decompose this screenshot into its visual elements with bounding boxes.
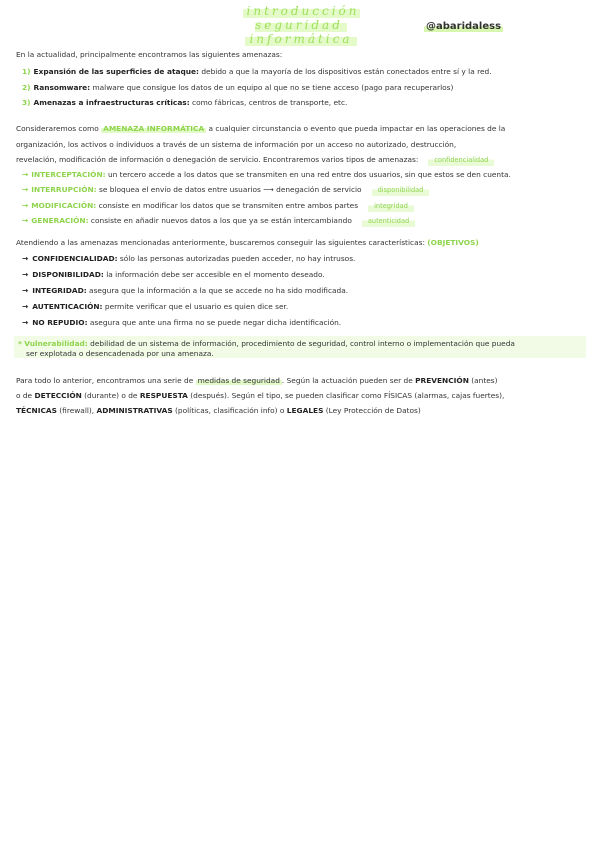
measures-line-3: TÉCNICAS (firewall), ADMINISTRATIVAS (políticas, clasificación info) o LEGALES (Ley Protección de Datos) — [16, 406, 421, 415]
title-line-1: introducción seguridad — [196, 4, 406, 32]
threats-line-1: Consideraremos como AMENAZA INFORMÁTICA a cualquier circunstancia o evento que pueda impactar en las operaciones de la — [16, 124, 506, 133]
threat-tag: disponibilidad — [372, 185, 430, 196]
objective-row: → AUTENTICACIÓN: permite verificar que el usuario es quien dice ser. — [22, 302, 289, 311]
list-item: 2) Ransomware: malware que consigue los datos de un equipo al que no se tiene acceso (pago para recuperarlos) — [22, 83, 454, 92]
threat-tag: autenticidad — [362, 216, 415, 227]
title-line-2: informática — [196, 32, 406, 46]
list-item: 3) Amenazas a infraestructuras críticas: como fábricas, centros de transporte, etc. — [22, 98, 348, 107]
threats-line-2: organización, los activos o individuos a través de un sistema de información por un acceso no autorizado, destrucción, — [16, 140, 457, 149]
intro-text: En la actualidad, principalmente encontramos las siguientes amenazas: — [16, 50, 283, 59]
threat-tag: confidencialidad — [428, 155, 494, 166]
measures-line-1: Para todo lo anterior, encontramos una serie de medidas de seguridad . Según la actuación pueden ser de PREVENCIÓN (antes) — [16, 376, 498, 385]
objectives-intro: Atendiendo a las amenazas mencionadas anteriormente, buscaremos conseguir las siguientes características: (OBJETIVOS) — [16, 238, 479, 247]
threat-tag: integridad — [368, 201, 414, 212]
measures-line-2: o de DETECCIÓN (durante) o de RESPUESTA (después). Según el tipo, se pueden clasificar como FÍSICAS (alarmas, cajas fuertes), — [16, 391, 505, 400]
threat-type-row: → GENERACIÓN: consiste en añadir nuevos datos a los que ya se están intercambiando autenticidad — [22, 215, 592, 227]
objective-row: → CONFIDENCIALIDAD: sólo las personas autorizadas pueden acceder, no hay intrusos. — [22, 254, 356, 263]
vulnerability-line-2: ser explotada o desencadenada por una amenaza. — [26, 349, 214, 358]
vulnerability-line-1: * Vulnerabilidad: debilidad de un sistema de información, procedimiento de seguridad, control interno o implementación que pueda — [18, 339, 515, 348]
threats-line-3: revelación, modificación de información o denegación de servicio. Encontraremos varios tipos de amenazas: confidencialidad — [16, 154, 586, 166]
threat-type-row: → INTERRUPCIÓN: se bloquea el envío de datos entre usuarios ⟶ denegación de servicio disponibilidad — [22, 184, 592, 196]
objective-row: → NO REPUDIO: asegura que ante una firma no se puede negar dicha identificación. — [22, 318, 342, 327]
objective-row: → INTEGRIDAD: asegura que la información a la que se accede no ha sido modificada. — [22, 286, 349, 295]
author-handle: @abaridaless — [426, 21, 502, 32]
objective-row: → DISPONIBILIDAD: la información debe ser accesible en el momento deseado. — [22, 270, 325, 279]
document-title — [196, 4, 406, 46]
threat-type-row: → INTERCEPTACIÓN: un tercero accede a los datos que se transmiten en una red entre dos usuarios, sin que estos se den cuenta. — [22, 170, 511, 179]
list-item: 1) Expansión de las superficies de ataque: debido a que la mayoría de los dispositivos están conectados entre sí y la red. — [22, 67, 492, 76]
threat-type-row: → MODIFICACIÓN: consiste en modificar los datos que se transmiten entre ambos partes integridad — [22, 200, 592, 212]
